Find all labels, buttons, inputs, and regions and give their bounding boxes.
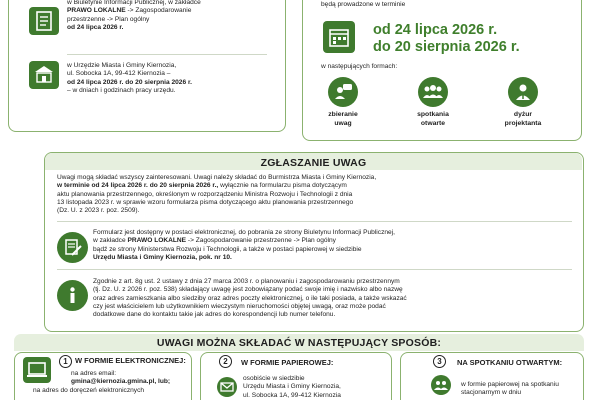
method-card-2 (200, 352, 392, 400)
zglaszanie-title: ZGŁASZANIE UWAG (260, 157, 367, 169)
method-1-email[interactable]: gmina@kiernozia.gmina.pl, lub; (71, 378, 171, 386)
method-1-body (33, 370, 193, 395)
form-label-2 (398, 111, 468, 128)
zglaszanie-p3 (93, 278, 578, 319)
p1-line1: Uwagi mogą składać wszyscy zainteresowani. Uwagi należy składać do Burmistrza Miasta i Gminy Kiernozia, (57, 174, 377, 181)
p1-line2 (57, 182, 577, 190)
method-card-3 (400, 352, 584, 400)
city-hall-icon (29, 61, 59, 89)
p2-line4: Urzędu Miasta i Gminy Kiernozia, pok. nr 10. (93, 253, 232, 261)
divider (67, 54, 267, 55)
form-3-line1: dyżur (513, 111, 533, 118)
office-line4: – w dniach i godzinach pracy urzędu. (67, 86, 176, 94)
p3-line2: (tj. Dz. U. z 2026 r. poz. 538) składający uwagę jest zobowiązany podać swoje imię i nazwisko albo nazwę (93, 286, 403, 294)
form-1-line2: uwag (334, 119, 352, 127)
p1-line5: (Dz. U. z 2023 r. poz. 2509). (57, 207, 140, 215)
bip-line3: przestrzenne -> Plan ogólny (67, 15, 150, 23)
p2-line2 (93, 237, 573, 245)
p2-line3: bądź ze strony Ministerstwa Rozwoju i Technologii, a także w postaci papierowej w siedzibie (93, 245, 362, 253)
form-1-line1: zbieranie (328, 111, 358, 118)
office-line3: od 24 lipca 2026 r. do 20 sierpnia 2026 r. (67, 78, 192, 86)
method-1-number: 1 (59, 355, 72, 368)
bip-document-icon (29, 7, 59, 35)
meeting-icon (431, 375, 451, 395)
divider (57, 221, 572, 222)
method-2-number: 2 (219, 355, 232, 368)
p3-line4: czy jest właścicielem lub użytkownikiem wieczystym nieruchomości objętej uwagą, oraz może podać (93, 302, 386, 310)
method-2-line1: osobiście w siedzibie (243, 375, 305, 382)
bip-line2-bold: PRAWO LOKALNE (67, 7, 126, 15)
chat-icon (328, 77, 358, 107)
method-3-line2: stacjonarnym w dniu (461, 389, 522, 397)
method-1-line1: na adres email: (71, 370, 117, 377)
form-edit-icon (57, 232, 88, 263)
zglaszanie-p2 (93, 229, 573, 262)
date-from: od 24 lipca 2026 r. (373, 22, 498, 38)
bip-line4: od 24 lipca 2026 r. (67, 23, 124, 31)
bip-line2-wrap (67, 7, 277, 15)
form-label-3 (488, 111, 558, 128)
top-left-card (8, 0, 286, 132)
form-2-line1: spotkania (417, 111, 449, 118)
form-2-line2: otwarte (420, 119, 446, 127)
p3-line5: dodatkowe dane do kontaktu takie jak adres do korespondencji lub numer telefonu. (93, 311, 336, 319)
p2-line2a: w zakładce (93, 237, 128, 245)
bip-line2b: -> Zagospodarowanie (127, 7, 192, 15)
p1-line3: aktu planowania przestrzennego, określonym w rozporządzeniu Ministra Rozwoju i Technologii z dnia (57, 190, 353, 198)
sposoby-title: UWAGI MOŻNA SKŁADAĆ W NASTĘPUJĄCY SPOSÓB: (156, 337, 442, 349)
method-card-1 (14, 352, 192, 400)
p2-line1: Formularz jest dostępny w postaci elektronicznej, do pobrania ze strony Biuletynu Informacji Publicznej, (93, 229, 395, 236)
office-line1: w Urzędzie Miasta i Gminy Kiernozia, (67, 62, 177, 69)
method-3-line1: w formie papierowej na spotkaniu (461, 381, 559, 388)
bip-text (67, 0, 277, 32)
consultation-intro: będą prowadzone w terminie (321, 1, 406, 8)
zglaszanie-p1 (57, 174, 577, 215)
forms-label: w następujących formach: (321, 63, 398, 70)
top-right-card (302, 0, 582, 141)
date-to: do 20 sierpnia 2026 r. (373, 39, 520, 55)
info-icon (57, 280, 88, 311)
office-line2: ul. Sobocka 1A, 99-412 Kiernozia – (67, 70, 171, 78)
zglaszanie-card (44, 152, 584, 332)
p2-line2c: -> Zagospodarowanie przestrzenne -> Plan ogólny (186, 237, 336, 245)
p1-line2-bold: w terminie od 24 lipca 2026 r. do 20 sierpnia 2026 r., (57, 182, 219, 190)
p1-line2-rest: wyłącznie na formularzu pisma dotyczącym (218, 182, 347, 190)
p2-line2-bold: PRAWO LOKALNE (127, 237, 187, 245)
office-text (67, 62, 282, 95)
group-icon (418, 77, 448, 107)
p1-line4: 13 listopada 2023 r. w sprawie wzoru formularza pisma dotyczącego aktu planowania przestrzennego (57, 198, 354, 206)
method-1-heading: W FORMIE ELEKTRONICZNEJ: (75, 356, 186, 365)
method-3-body (461, 381, 581, 398)
envelope-icon (217, 377, 237, 397)
bip-line1: w Biuletynie Informacji Publicznej, w zakładce (67, 0, 201, 6)
form-3-line2: projektanta (504, 119, 542, 127)
divider (57, 269, 572, 270)
method-3-heading: NA SPOTKANIU OTWARTYM: (457, 358, 563, 367)
method-2-line3: ul. Sobocka 1A, 99-412 Kiernozia (243, 391, 341, 399)
calendar-icon (323, 21, 355, 53)
method-2-heading: W FORMIE PAPIEROWEJ: (241, 358, 334, 367)
method-2-body (243, 375, 388, 400)
method-3-number: 3 (433, 355, 446, 368)
p3-line1: Zgodnie z art. 8g ust. 2 ustawy z dnia 27 marca 2003 r. o planowaniu i zagospodarowaniu przestrzennym (93, 278, 400, 285)
laptop-icon (23, 357, 51, 383)
form-label-1 (308, 111, 378, 128)
method-1-line3: na adres do doręczeń elektronicznych (33, 386, 145, 394)
designer-icon (508, 77, 538, 107)
p3-line3: oraz adres zamieszkania albo siedziby oraz adres poczty elektronicznej, o ile taki posiada, a także wskazać (93, 294, 407, 302)
method-2-line2: Urzędu Miasta i Gminy Kiernozia, (243, 383, 341, 391)
